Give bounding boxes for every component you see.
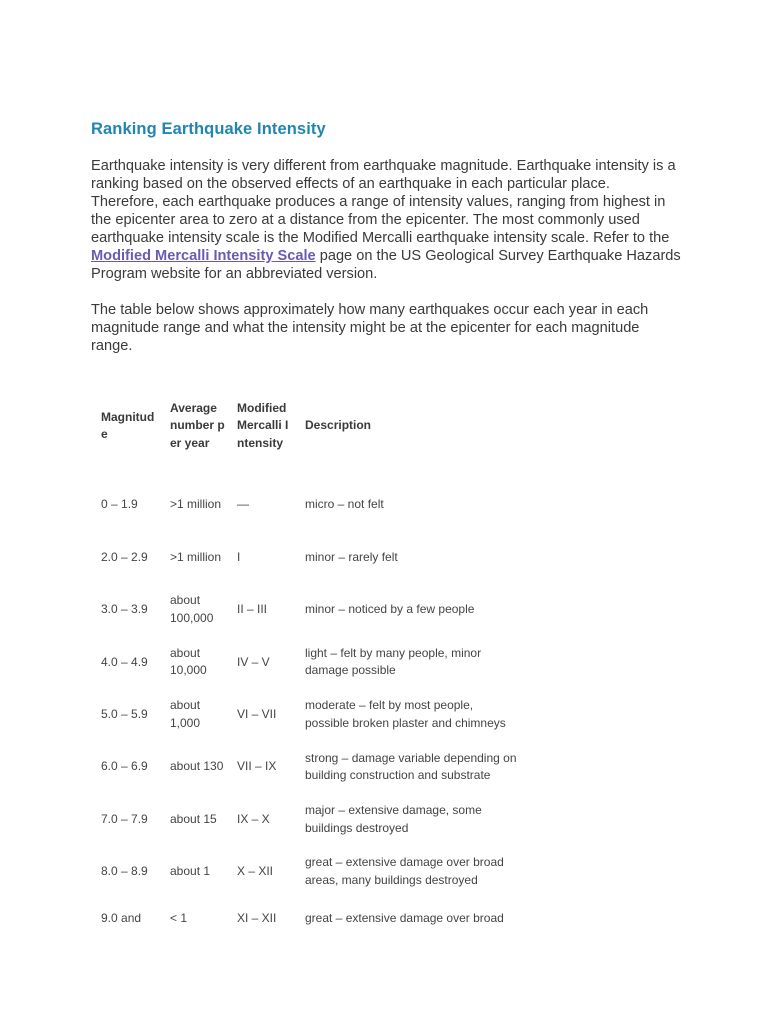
cell-description: light – felt by many people, minor damage possible (305, 645, 482, 678)
cell-intensity: I (237, 549, 241, 564)
cell-average: >1 million (170, 497, 222, 512)
table-header-row (91, 373, 520, 479)
cell-description: great – extensive damage over broad areas, many buildings destroyed (305, 855, 504, 887)
cell-intensity: IV – V (237, 654, 270, 669)
cell-average: about 1,000 (170, 698, 201, 730)
header-magnitude: Magnitude (101, 409, 155, 441)
cell-description: minor – rarely felt (305, 549, 398, 564)
cell-description: major – extensive damage, some buildings destroyed (305, 803, 482, 835)
cell-average: about 15 (170, 811, 217, 826)
cell-magnitude: 6.0 – 6.9 (101, 759, 148, 774)
cell-average: about 100,000 (170, 593, 214, 625)
table-row (91, 531, 520, 583)
cell-intensity: VI – VII (237, 707, 277, 721)
cell-description: strong – damage variable depending on building construction and substrate (305, 750, 517, 783)
article-title: Ranking Earthquake Intensity (91, 120, 326, 138)
cell-intensity: — (237, 497, 249, 512)
cell-intensity: IX – X (237, 811, 270, 826)
cell-average: < 1 (170, 911, 188, 926)
cell-magnitude: 9.0 and (101, 911, 142, 926)
table-row (91, 636, 520, 688)
header-average-per-year: Average number per year (170, 400, 225, 450)
intro-text: Earthquake intensity is very different from earthquake magnitude. Earthquake intensity is a ranking based on the observed effects of an earthquake in each particular place. Therefore, each earthquake produces a range of intensity values, ranging from highest in the epicenter area to zero at a distance from the epicenter. The most commonly used earthquake intensity scale is the Modified Mercalli earthquake intensity scale. Refer to the (91, 158, 676, 246)
cell-intensity: XI – XII (237, 911, 277, 926)
cell-average: >1 million (170, 549, 222, 564)
cell-intensity: II – III (237, 602, 268, 617)
table-intro-paragraph: The table below shows approximately how many earthquakes occur each year in each magnitude range and what the intensity might be at the epicenter for each magnitude range. (91, 302, 649, 354)
intro-text-tail: page on the US Geological Survey Earthquake Hazards Program website for an abbreviated version. (91, 248, 681, 282)
table-row (91, 741, 520, 793)
header-mercalli-intensity: Modified Mercalli Intensity (237, 400, 289, 450)
header-description: Description (305, 418, 372, 433)
cell-average: about 130 (170, 759, 224, 774)
mercalli-scale-link[interactable]: Modified Mercalli Intensity Scale (91, 248, 316, 264)
table-row (91, 584, 520, 636)
table-row (91, 689, 520, 741)
magnitude-intensity-table (91, 373, 520, 950)
cell-magnitude: 8.0 – 8.9 (101, 864, 148, 879)
table-row (91, 846, 520, 898)
cell-average: about 10,000 (170, 645, 207, 678)
cell-intensity: VII – IX (237, 759, 277, 774)
cell-average: about 1 (170, 864, 211, 879)
cell-magnitude: 2.0 – 2.9 (101, 549, 148, 564)
table-row (91, 793, 520, 845)
intro-paragraph (91, 157, 681, 283)
cell-magnitude: 7.0 – 7.9 (101, 811, 148, 826)
table-row (91, 479, 520, 531)
cell-intensity: X – XII (237, 864, 274, 879)
cell-description: minor – noticed by a few people (305, 602, 475, 617)
cell-description: moderate – felt by most people, possible broken plaster and chimneys (305, 698, 506, 730)
cell-magnitude: 4.0 – 4.9 (101, 654, 148, 669)
cell-magnitude: 3.0 – 3.9 (101, 602, 148, 617)
table-row (91, 898, 520, 950)
cell-magnitude: 0 – 1.9 (101, 497, 138, 512)
cell-description: great – extensive damage over broad (305, 911, 504, 926)
cell-magnitude: 5.0 – 5.9 (101, 707, 148, 721)
cell-description: micro – not felt (305, 497, 384, 512)
